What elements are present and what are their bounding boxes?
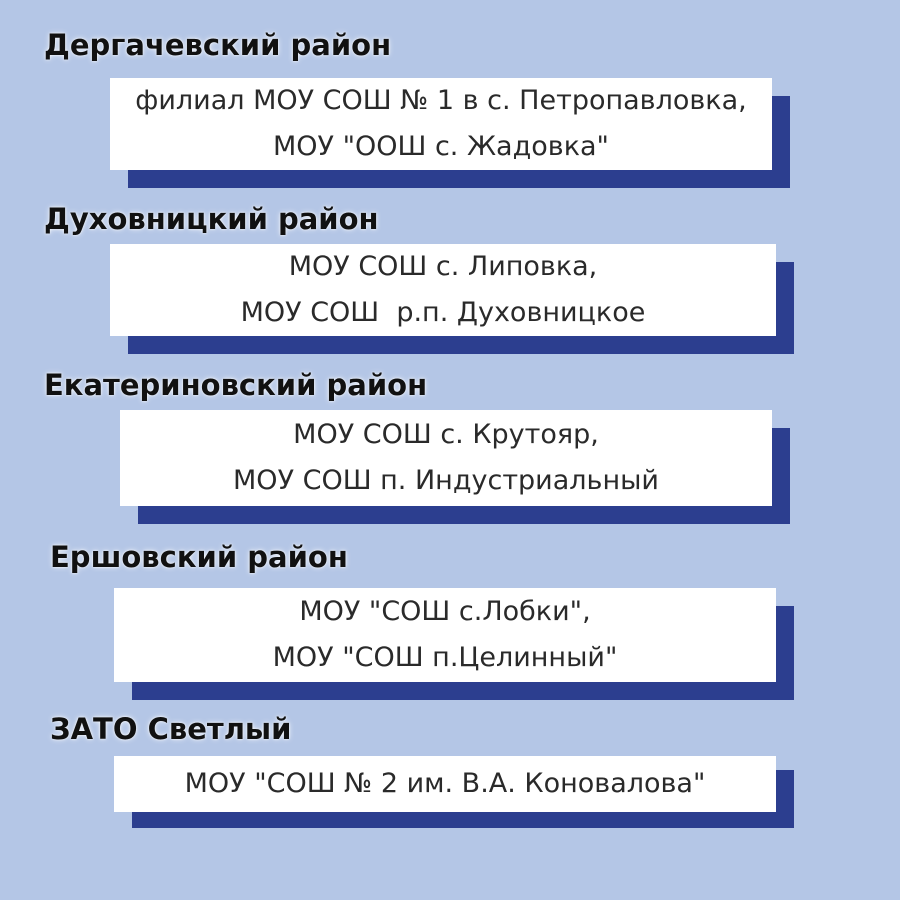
schools-card-dergachevsky [110, 78, 790, 188]
district-heading-dergachevsky: Дергачевский район [44, 28, 392, 62]
card-body [120, 410, 772, 506]
school-line: филиал МОУ СОШ № 1 в с. Петропавловка, [135, 85, 747, 116]
school-line: МОУ "СОШ п.Целинный" [272, 642, 618, 673]
card-body [110, 244, 776, 336]
school-line: МОУ СОШ р.п. Духовницкое [240, 297, 646, 328]
school-line: МОУ СОШ с. Липовка, [288, 251, 598, 282]
schools-card-dukhovnitsky [110, 244, 794, 354]
district-heading-ershovsky: Ершовский район [50, 540, 348, 574]
schools-card-zato-svetly [114, 756, 794, 828]
card-body [114, 756, 776, 812]
school-line: МОУ "ООШ с. Жадовка" [273, 131, 609, 162]
school-line: МОУ СОШ с. Крутояр, [293, 419, 599, 450]
district-heading-zato-svetly: ЗАТО Светлый [50, 712, 292, 746]
school-line: МОУ "СОШ с.Лобки", [299, 596, 591, 627]
card-body [110, 78, 772, 170]
card-body [114, 588, 776, 682]
school-line: МОУ "СОШ № 2 им. В.А. Коновалова" [184, 768, 706, 799]
district-heading-ekaterinovsky: Екатериновский район [44, 368, 428, 402]
district-heading-dukhovnitsky: Духовницкий район [44, 202, 379, 236]
school-line: МОУ СОШ п. Индустриальный [233, 465, 659, 496]
schools-card-ekaterinovsky [120, 410, 790, 524]
schools-card-ershovsky [114, 588, 794, 700]
